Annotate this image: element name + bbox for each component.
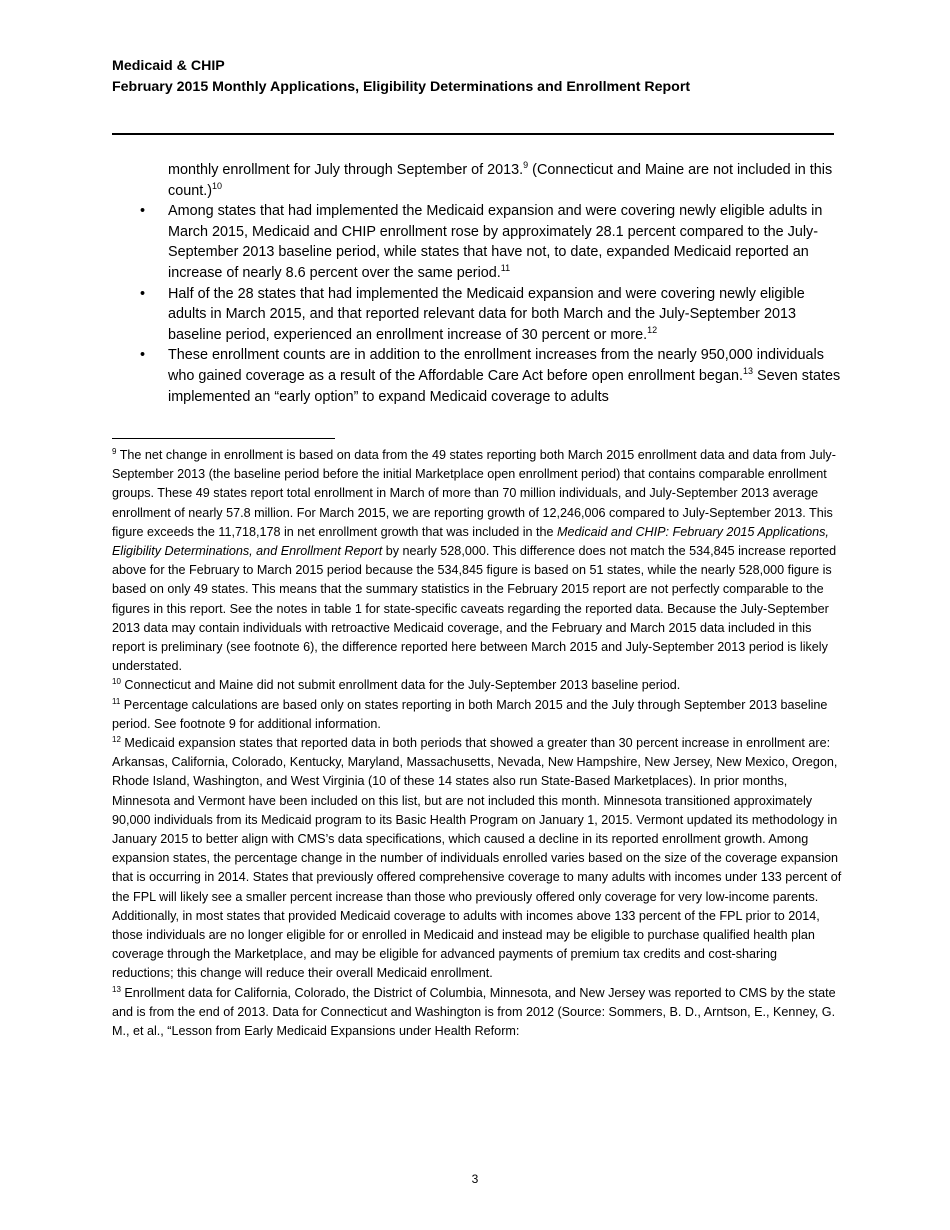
footnote-separator bbox=[112, 438, 335, 439]
footnote-12: $^{12}$ Medicaid expansion states that reported data in both periods that showed a greater than 30 percent increase in enrollment are: Arkansas, California, Colorado, Kentucky, Maryland, Massachusetts, Nevada, New Hampshire, New Jersey, New Mexico, Oregon, Rhode Island, Washington, and West Virginia (10 of these 14 states also run State-Based Marketplaces). In prior months, Minnesota and Vermont have been included on this list, but are not included this month. Minnesota transitioned approximately 90,000 individuals from its Medicaid program to its Basic Health Program on January 1, 2015. Vermont updated its methodology in January 2015 to better align with CMS’s data specifications, which caused a decline in its reported enrollment growth. Among expansion states, the percentage change in the number of individuals enrolled varies based on the size of the coverage expansion that is occurring in 2014. States that previously offered comprehensive coverage to many adults with incomes under 133 percent of the FPL will likely see a smaller percent increase than those who previously offered only coverage for very low-income parents. Additionally, in most states that provided Medicaid coverage to adults with incomes above 133 percent of the FPL prior to 2014, those individuals are no longer eligible for or enrolled in Medicaid and instead may be eligible to purchase qualified health plan coverage through the Marketplace, and may be eligible for advanced payments of premium tax credits and cost-sharing reductions; this change will reduce their overall Medicaid enrollment. bbox=[112, 735, 842, 981]
header-rule bbox=[112, 133, 834, 135]
body-text bbox=[112, 160, 842, 407]
footnote-9: $^9$ The net change in enrollment is based on data from the 49 states reporting both March 2015 enrollment data and data from July-September 2013 (the baseline period before the initial Marketplace open enrollment period) that contains comparable enrollment groups. These 49 states report total enrollment in March of more than 70 million individuals, and July-September 2013 average enrollment of nearly 57.8 million. For March 2015, we are reporting growth of 12,246,006 compared to July-September 2013. This figure exceeds the 11,718,178 in net enrollment growth that was included in the Medicaid and CHIP: February 2015 Applications, Eligibility Determinations, and Enrollment Report by nearly 528,000. This difference does not match the 534,845 increase reported above for the February to March 2015 period because the 534,845 figure is based on 51 states, while the nearly 528,000 figure is based on only 49 states. This means that the summary statistics in the February 2015 report are not perfectly comparable to the figures in this report. See the notes in table 1 for state-specific caveats regarding the reported data. Because the July-September 2013 data may contain individuals with retroactive Medicaid coverage, and the February and March 2015 data included in this report is preliminary (see footnote 6), the difference reported here between March 2015 and July-September 2013 period is likely understated. bbox=[112, 447, 837, 674]
report-title-italic: Medicaid and CHIP: February 2015 Applications, Eligibility Determinations, and Enrollment Report bbox=[112, 524, 829, 559]
bullet-item: • Among states that had implemented the Medicaid expansion and were covering newly eligible adults in March 2015, Medicaid and CHIP enrollment rose by approximately 28.1 percent compared to the July-September 2013 baseline period, while states that have not, to date, expanded Medicaid reported an increase of nearly 8.6 percent over the same period.$^{11}$ bbox=[140, 203, 823, 281]
bullet-icon: • bbox=[140, 203, 146, 220]
footnote-13: $^{13}$ Enrollment data for California, Colorado, the District of Columbia, Minnesota, and New Jersey was reported to CMS by the state and is from the end of 2013. Data for Connecticut and Washington is from 2012 (Source: Sommers, B. D., Arntson, E., Kenney, G. M., et al., “Lesson from Early Medicaid Expansions under Health Reform: bbox=[112, 984, 836, 1039]
report-header bbox=[112, 56, 842, 98]
header-subtitle: February 2015 Monthly Applications, Eligibility Determinations and Enrollment Report bbox=[112, 79, 691, 95]
footnote-ref-13: 13 bbox=[742, 365, 753, 376]
footnote-ref-9: 9 bbox=[523, 160, 529, 170]
footnote-ref-12: 12 bbox=[647, 324, 658, 335]
footnote-10: $^{10}$ Connecticut and Maine did not submit enrollment data for the July-September 2013 baseline period. bbox=[112, 677, 681, 693]
footnotes bbox=[112, 446, 842, 1041]
bullet-item: • Half of the 28 states that had implemented the Medicaid expansion and were covering newly eligible adults in March 2015, and that reported relevant data for both March and the July-September 2013 baseline period, experienced an enrollment increase of 30 percent or more.$^{12}$ bbox=[140, 285, 805, 343]
header-title: Medicaid & CHIP bbox=[112, 58, 225, 74]
footnote-11: $^{11}$ Percentage calculations are based only on states reporting in both March 2015 and the July through September 2013 baseline period. See footnote 9 for additional information. bbox=[112, 696, 828, 731]
continued-paragraph: monthly enrollment for July through September of 2013.$^9$ (Connecticut and Maine are not included in this count.)$^{10}$ bbox=[168, 160, 833, 199]
bullet-icon: • bbox=[140, 285, 146, 302]
bullet-list bbox=[112, 201, 842, 407]
footnote-ref-10: 10 bbox=[212, 180, 223, 191]
bullet-item: • These enrollment counts are in addition to the enrollment increases from the nearly 950,000 individuals who gained coverage as a result of the Affordable Care Act before open enrollment began.$^{13}$ Seven states implemented an “early option” to expand Medicaid coverage to adults bbox=[140, 347, 841, 405]
page-number: 3 bbox=[471, 1172, 479, 1186]
footnote-ref-11: 11 bbox=[500, 262, 511, 273]
bullet-icon: • bbox=[140, 347, 146, 364]
